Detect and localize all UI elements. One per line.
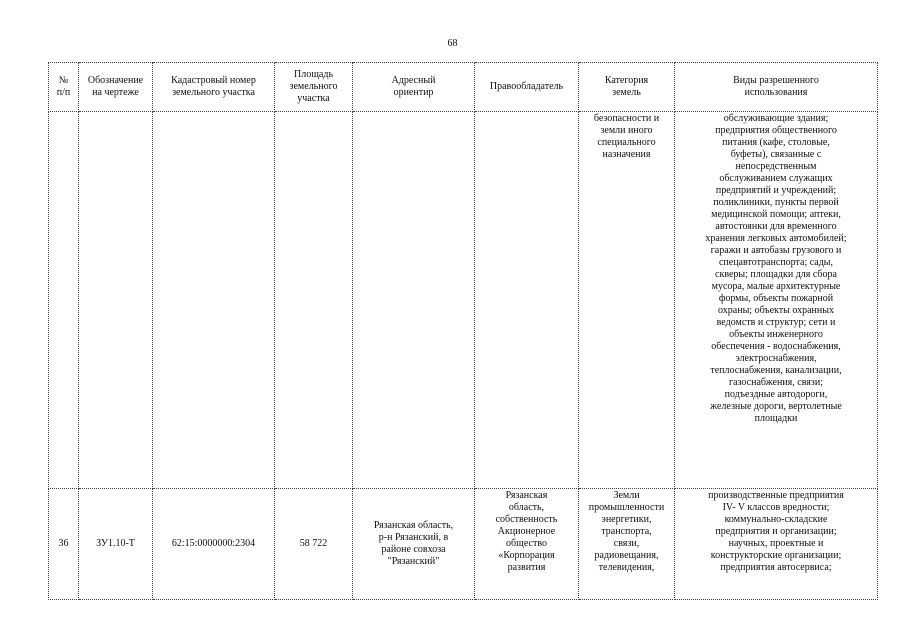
cell-cadastral — [153, 112, 275, 489]
cell-usage: производственные предприятия IV- V классов вредности; коммунально-складские предприятия и организации; научных, проектные и конструкторские организации; предприятия автосервиса; — [675, 489, 878, 600]
cell-num — [49, 112, 79, 489]
header-designation: Обозначение на чертеже — [79, 63, 153, 112]
cell-address: Рязанская область, р-н Рязанский, в районе совхоза "Рязанский" — [353, 489, 475, 600]
cell-area: 58 722 — [275, 489, 353, 600]
cell-owner: Рязанская область, собственность Акционерное общество «Корпорация развития — [475, 489, 579, 600]
header-area: Площадь земельного участка — [275, 63, 353, 112]
cell-owner — [475, 112, 579, 489]
cell-usage: обслуживающие здания; предприятия общественного питания (кафе, столовые, буфеты), связанные с непосредственным обслуживанием служащих предприятий и учреждений; поликлиники, пункты первой медицинской помощи; аптеки, автостоянки для временного хранения легковых автомобилей; гаражи и автобазы грузового и спецавтотранспорта; сады, скверы; площадки для сбора мусора, малые архитектурные формы, объекты пожарной охраны; объекты охранных ведомств и структур; сети и объекты инженерного обеспечения - водоснабжения, электроснабжения, теплоснабжения, канализации, газоснабжения, связи; подъездные автодороги, железные дороги, вертолетные площадки — [675, 112, 878, 489]
cell-area — [275, 112, 353, 489]
header-category: Категория земель — [579, 63, 675, 112]
header-owner: Правообладатель — [475, 63, 579, 112]
cell-category: Земли промышленности энергетики, транспорта, связи, радиовещания, телевидения, — [579, 489, 675, 600]
table-row — [49, 489, 878, 600]
cell-cadastral: 62:15:0000000:2304 — [153, 489, 275, 600]
page-number: 68 — [447, 38, 458, 49]
cell-category: безопасности и земли иного специального назначения — [579, 112, 675, 489]
table-header-row — [49, 63, 878, 112]
cell-num: 36 — [49, 489, 79, 600]
cell-designation: ЗУ1.10-Т — [79, 489, 153, 600]
header-num: № п/п — [49, 63, 79, 112]
header-cadastral: Кадастровый номер земельного участка — [153, 63, 275, 112]
table-row — [49, 112, 878, 489]
cell-address — [353, 112, 475, 489]
land-plots-table — [48, 62, 878, 600]
cell-designation — [79, 112, 153, 489]
header-address: Адресный ориентир — [353, 63, 475, 112]
header-usage: Виды разрешенного использования — [675, 63, 878, 112]
